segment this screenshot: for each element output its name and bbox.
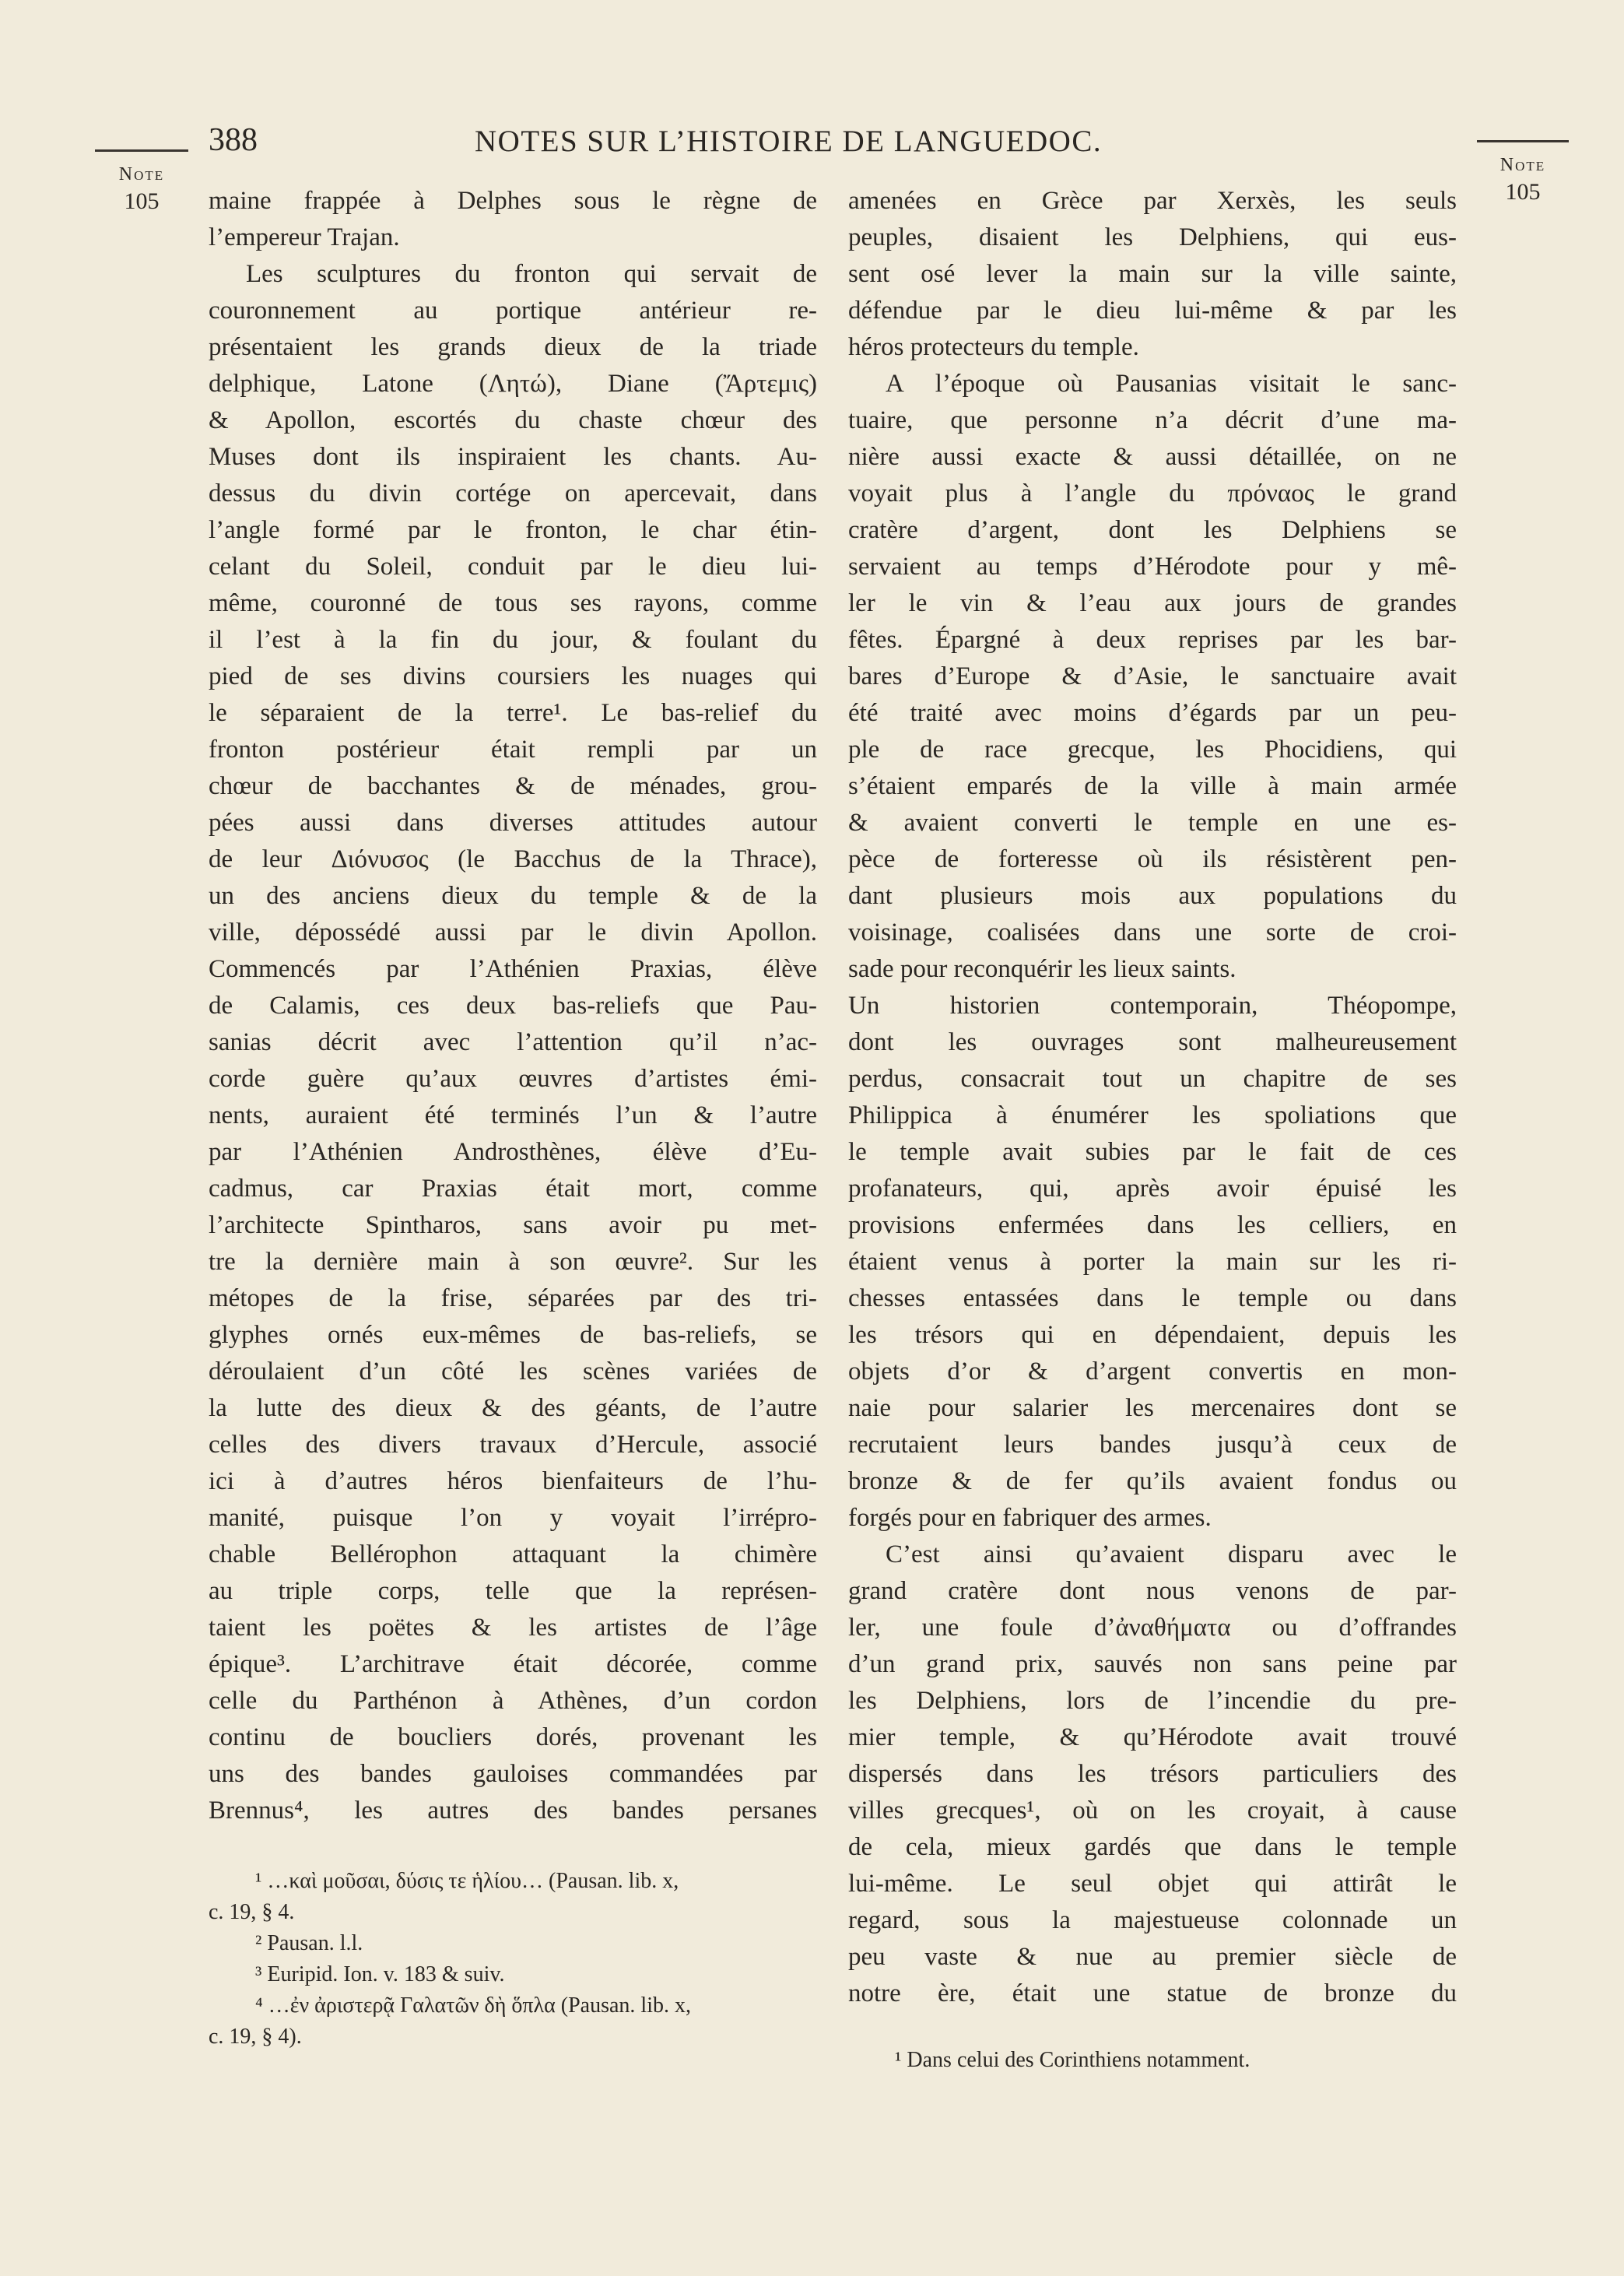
footnote-line: ⁴ …ἐν ἀριστερᾷ Γαλατῶν δὴ ὅπλα (Pausan. lib. x, [255, 1993, 691, 2018]
text-line: présentaient les grands dieux de la triade [209, 333, 817, 361]
text-line: celant du Soleil, conduit par le dieu lui- [209, 553, 817, 581]
footnote-line: c. 19, § 4. [209, 1900, 295, 1924]
text-line: dessus du divin cortége on apercevait, dans [209, 479, 817, 508]
text-line: notre ère, était une statue de bronze du [848, 1979, 1457, 2007]
margin-note-right [1477, 140, 1569, 208]
text-line: Brennus⁴, les autres des bandes persanes [209, 1797, 817, 1825]
text-line: l’empereur Trajan. [209, 223, 400, 251]
text-line: défendue par le dieu lui-même & par les [848, 297, 1457, 325]
right-footnotes [848, 2045, 1457, 2076]
text-line: il l’est à la fin du jour, & foulant du [209, 626, 817, 654]
text-line: tre la dernière main à son œuvre². Sur les [209, 1248, 817, 1276]
text-line: regard, sous la majestueuse colonnade un [848, 1906, 1457, 1934]
text-line: fronton postérieur était rempli par un [209, 736, 817, 764]
text-line: corde guère qu’aux œuvres d’artistes émi- [209, 1065, 817, 1093]
text-line: peu vaste & nue au premier siècle de [848, 1943, 1457, 1971]
text-line: C’est ainsi qu’avaient disparu avec le [886, 1540, 1457, 1568]
text-line: chesses entassées dans le temple ou dans [848, 1284, 1457, 1312]
text-line: le séparaient de la terre¹. Le bas-relief du [209, 699, 817, 727]
text-line: étaient venus à porter la main sur les ri- [848, 1248, 1457, 1276]
text-line: l’architecte Spintharos, sans avoir pu met- [209, 1211, 817, 1239]
text-line: cadmus, car Praxias était mort, comme [209, 1175, 817, 1203]
text-line: delphique, Latone (Λητώ), Diane (Ἄρτεμις) [209, 370, 817, 398]
text-line: sade pour reconquérir les lieux saints. [848, 955, 1236, 983]
text-line: pées aussi dans diverses attitudes autour [209, 809, 817, 837]
margin-note-number: 105 [124, 188, 160, 214]
text-line: ler le vin & l’eau aux jours de grandes [848, 589, 1457, 617]
text-line: été traité avec moins d’égards par un peu- [848, 699, 1457, 727]
margin-note-label: Note [118, 164, 165, 184]
text-line: glyphes ornés eux-mêmes de bas-reliefs, se [209, 1321, 817, 1349]
text-line: épique³. L’architrave était décorée, comme [209, 1650, 817, 1678]
text-line: déroulaient d’un côté les scènes variées de [209, 1358, 817, 1386]
text-line: amenées en Grèce par Xerxès, les seuls [848, 187, 1457, 215]
right-text-column [848, 183, 1457, 2012]
text-line: voyait plus à l’angle du πρόναος le grand [848, 479, 1457, 508]
footnote-line: c. 19, § 4). [209, 2025, 302, 2049]
text-line: & Apollon, escortés du chaste chœur des [209, 406, 817, 434]
text-line: sent osé lever la main sur la ville sainte, [848, 260, 1457, 288]
footnote-line: ¹ …καὶ μοῦσαι, δύσις τε ἡλίου… (Pausan. lib. x, [255, 1869, 679, 1893]
text-line: dispersés dans les trésors particuliers des [848, 1760, 1457, 1788]
margin-note-rule [95, 149, 188, 152]
footnote-line: ² Pausan. l.l. [255, 1931, 363, 1955]
text-line: nents, auraient été terminés l’un & l’autre [209, 1101, 817, 1129]
text-line: l’angle formé par le fronton, le char étin- [209, 516, 817, 544]
text-line: Commencés par l’Athénien Praxias, élève [209, 955, 817, 983]
text-line: Un historien contemporain, Théopompe, [848, 992, 1457, 1020]
text-line: ple de race grecque, les Phocidiens, qui [848, 736, 1457, 764]
text-line: au triple corps, telle que la représen- [209, 1577, 817, 1605]
text-line: sanias décrit avec l’attention qu’il n’ac- [209, 1028, 817, 1056]
text-line: dant plusieurs mois aux populations du [848, 882, 1457, 910]
text-line: continu de boucliers dorés, provenant les [209, 1723, 817, 1751]
footnote-line: ³ Euripid. Ion. v. 183 & suiv. [255, 1962, 505, 1986]
margin-note-rule [1477, 140, 1569, 142]
text-line: bares d’Europe & d’Asie, le sanctuaire avait [848, 662, 1457, 690]
text-line: maine frappée à Delphes sous le règne de [209, 187, 817, 215]
text-line: taient les poëtes & les artistes de l’âge [209, 1614, 817, 1642]
text-line: ici à d’autres héros bienfaiteurs de l’hu- [209, 1467, 817, 1495]
text-line: perdus, consacrait tout un chapitre de ses [848, 1065, 1457, 1093]
text-line: de Calamis, ces deux bas-reliefs que Pau- [209, 992, 817, 1020]
text-line: servaient au temps d’Hérodote pour y mê- [848, 553, 1457, 581]
margin-note-number: 105 [1505, 179, 1541, 205]
text-line: celle du Parthénon à Athènes, d’un cordon [209, 1687, 817, 1715]
text-line: fêtes. Épargné à deux reprises par les bar- [848, 626, 1457, 654]
footnote-line: ¹ Dans celui des Corinthiens notamment. [895, 2048, 1250, 2072]
text-line: ville, dépossédé aussi par le divin Apollon. [209, 918, 817, 947]
text-line: manité, puisque l’on y voyait l’irrépro- [209, 1504, 817, 1532]
text-line: grand cratère dont nous venons de par- [848, 1577, 1457, 1605]
margin-note-left [95, 149, 188, 217]
page-number: 388 [209, 122, 258, 158]
left-footnotes [209, 1866, 817, 2053]
text-line: les trésors qui en dépendaient, depuis les [848, 1321, 1457, 1349]
text-line: nière aussi exacte & aussi détaillée, on ne [848, 443, 1457, 471]
text-line: voisinage, coalisées dans une sorte de croi- [848, 918, 1457, 947]
text-line: & avaient converti le temple en une es- [848, 809, 1457, 837]
left-text-column [209, 183, 817, 1829]
text-line: bronze & de fer qu’ils avaient fondus ou [848, 1467, 1457, 1495]
text-line: dont les ouvrages sont malheureusement [848, 1028, 1457, 1056]
text-line: lui-même. Le seul objet qui attirât le [848, 1870, 1457, 1898]
text-line: forgés pour en fabriquer des armes. [848, 1504, 1212, 1532]
text-line: le temple avait subies par le fait de ces [848, 1138, 1457, 1166]
text-line: uns des bandes gauloises commandées par [209, 1760, 817, 1788]
text-line: les Delphiens, lors de l’incendie du pre- [848, 1687, 1457, 1715]
text-line: chœur de bacchantes & de ménades, grou- [209, 772, 817, 800]
text-line: naie pour salarier les mercenaires dont se [848, 1394, 1457, 1422]
text-line: Les sculptures du fronton qui servait de [246, 260, 817, 288]
text-line: peuples, disaient les Delphiens, qui eus- [848, 223, 1457, 251]
text-line: Muses dont ils inspiraient les chants. Au- [209, 443, 817, 471]
text-line: même, couronné de tous ses rayons, comme [209, 589, 817, 617]
text-line: provisions enfermées dans les celliers, en [848, 1211, 1457, 1239]
text-line: ler, une foule d’ἀναθήματα ou d’offrandes [848, 1614, 1457, 1642]
text-line: de leur Διόνυσος (le Bacchus de la Thrace), [209, 845, 817, 873]
text-line: cratère d’argent, dont les Delphiens se [848, 516, 1457, 544]
text-line: villes grecques¹, où on les croyait, à cause [848, 1797, 1457, 1825]
running-title: NOTES SUR L’HISTOIRE DE LANGUEDOC. [475, 125, 1103, 158]
text-line: couronnement au portique antérieur re- [209, 297, 817, 325]
text-line: mier temple, & qu’Hérodote avait trouvé [848, 1723, 1457, 1751]
text-line: Philippica à énumérer les spoliations que [848, 1101, 1457, 1129]
text-line: celles des divers travaux d’Hercule, associé [209, 1431, 817, 1459]
text-line: un des anciens dieux du temple & de la [209, 882, 817, 910]
text-line: chable Bellérophon attaquant la chimère [209, 1540, 817, 1568]
text-line: objets d’or & d’argent convertis en mon- [848, 1358, 1457, 1386]
text-line: héros protecteurs du temple. [848, 333, 1139, 361]
text-line: tuaire, que personne n’a décrit d’une ma- [848, 406, 1457, 434]
text-line: d’un grand prix, sauvés non sans peine par [848, 1650, 1457, 1678]
text-line: A l’époque où Pausanias visitait le sanc- [886, 370, 1457, 398]
margin-note-label: Note [1499, 155, 1546, 175]
text-line: profanateurs, qui, après avoir épuisé les [848, 1175, 1457, 1203]
text-line: la lutte des dieux & des géants, de l’autre [209, 1394, 817, 1422]
text-line: métopes de la frise, séparées par des tri- [209, 1284, 817, 1312]
text-line: pèce de forteresse où ils résistèrent pen- [848, 845, 1457, 873]
text-line: s’étaient emparés de la ville à main armée [848, 772, 1457, 800]
text-line: pied de ses divins coursiers les nuages qui [209, 662, 817, 690]
text-line: par l’Athénien Androsthènes, élève d’Eu- [209, 1138, 817, 1166]
text-line: de cela, mieux gardés que dans le temple [848, 1833, 1457, 1861]
text-line: recrutaient leurs bandes jusqu’à ceux de [848, 1431, 1457, 1459]
